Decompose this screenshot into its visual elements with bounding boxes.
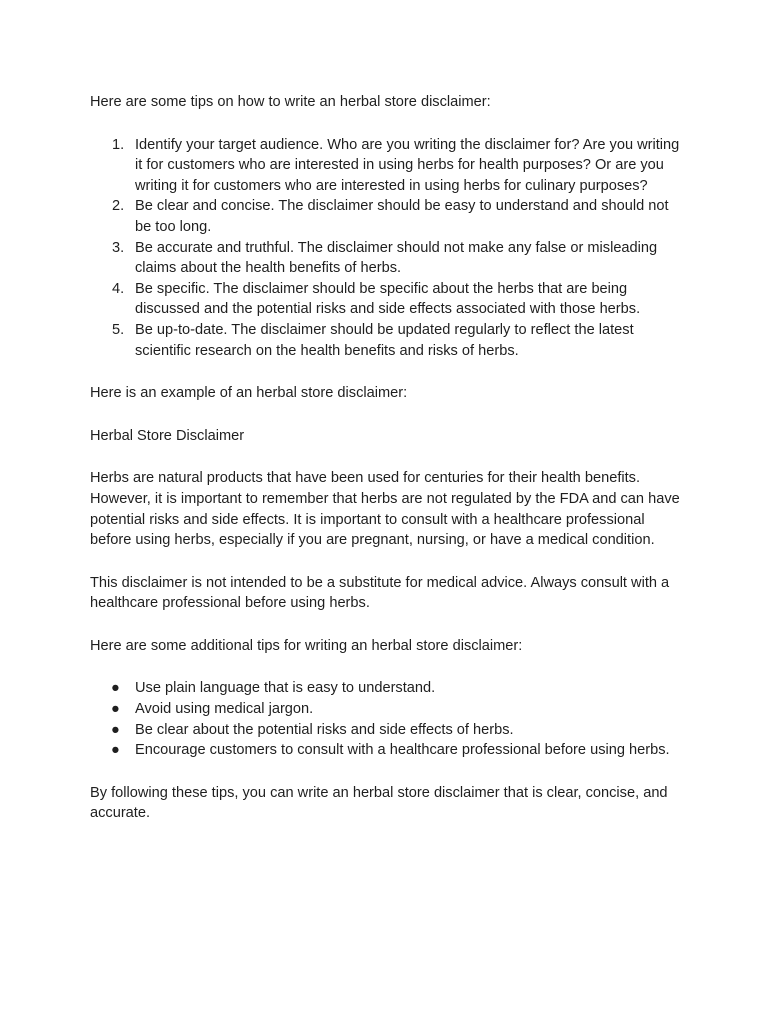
additional-intro-paragraph: Here are some additional tips for writing an herbal store disclaimer: — [90, 637, 523, 654]
additional-tips-list — [90, 678, 682, 760]
list-item-text: Be accurate and truthful. The disclaimer should not make any false or misleading claims about the health benefits of herbs. — [135, 239, 658, 277]
list-item-text: Be specific. The disclaimer should be specific about the herbs that are being discussed and the potential risks and side effects associated with those herbs. — [135, 280, 641, 318]
list-number: 5. — [112, 321, 125, 338]
document-page — [90, 92, 682, 824]
example-paragraph-2: This disclaimer is not intended to be a substitute for medical advice. Always consult with a healthcare professional before using herbs. — [90, 574, 670, 612]
list-item — [112, 135, 682, 197]
list-item — [111, 699, 682, 720]
list-item — [111, 678, 682, 699]
list-item-text: Avoid using medical jargon. — [135, 701, 314, 718]
list-number: 1. — [112, 136, 125, 153]
list-item-text: Use plain language that is easy to understand. — [135, 680, 436, 697]
list-item-text: Be clear and concise. The disclaimer should be easy to understand and should not be too long. — [135, 198, 669, 235]
conclusion-paragraph: By following these tips, you can write an herbal store disclaimer that is clear, concise, and accurate. — [90, 784, 668, 822]
bullet-icon: ● — [111, 742, 120, 759]
list-item — [111, 740, 682, 761]
list-item — [112, 238, 682, 279]
example-title: Herbal Store Disclaimer — [90, 427, 245, 444]
list-item — [112, 279, 682, 320]
list-item-text: Be clear about the potential risks and side effects of herbs. — [135, 721, 514, 738]
intro-paragraph: Here are some tips on how to write an herbal store disclaimer: — [90, 94, 491, 110]
list-item-text: Identify your target audience. Who are you writing the disclaimer for? Are you writing it for customers who are interested in using herbs for health purposes? Or are you writing it for customers who are interested in using herbs for culinary purposes? — [135, 136, 680, 194]
list-number: 2. — [112, 198, 125, 215]
list-number: 4. — [112, 280, 125, 297]
bullet-icon: ● — [111, 721, 120, 738]
list-item-text: Encourage customers to consult with a healthcare professional before using herbs. — [135, 742, 670, 759]
bullet-icon: ● — [111, 680, 120, 697]
list-item — [111, 720, 682, 741]
bullet-icon: ● — [111, 701, 120, 718]
tips-list — [90, 135, 682, 362]
example-paragraph-1: Herbs are natural products that have been used for centuries for their health benefits. However, it is important to remember that herbs are not regulated by the FDA and can have potential risks and side effects. It is important to consult with a healthcare professional before using herbs, especially if you are pregnant, nursing, or have a medical condition. — [90, 470, 680, 549]
list-item — [112, 196, 682, 237]
list-item-text: Be up-to-date. The disclaimer should be updated regularly to reflect the latest scientific research on the health benefits and risks of herbs. — [135, 321, 634, 359]
list-item — [112, 320, 682, 361]
example-intro-paragraph: Here is an example of an herbal store disclaimer: — [90, 385, 408, 402]
list-number: 3. — [112, 239, 125, 256]
